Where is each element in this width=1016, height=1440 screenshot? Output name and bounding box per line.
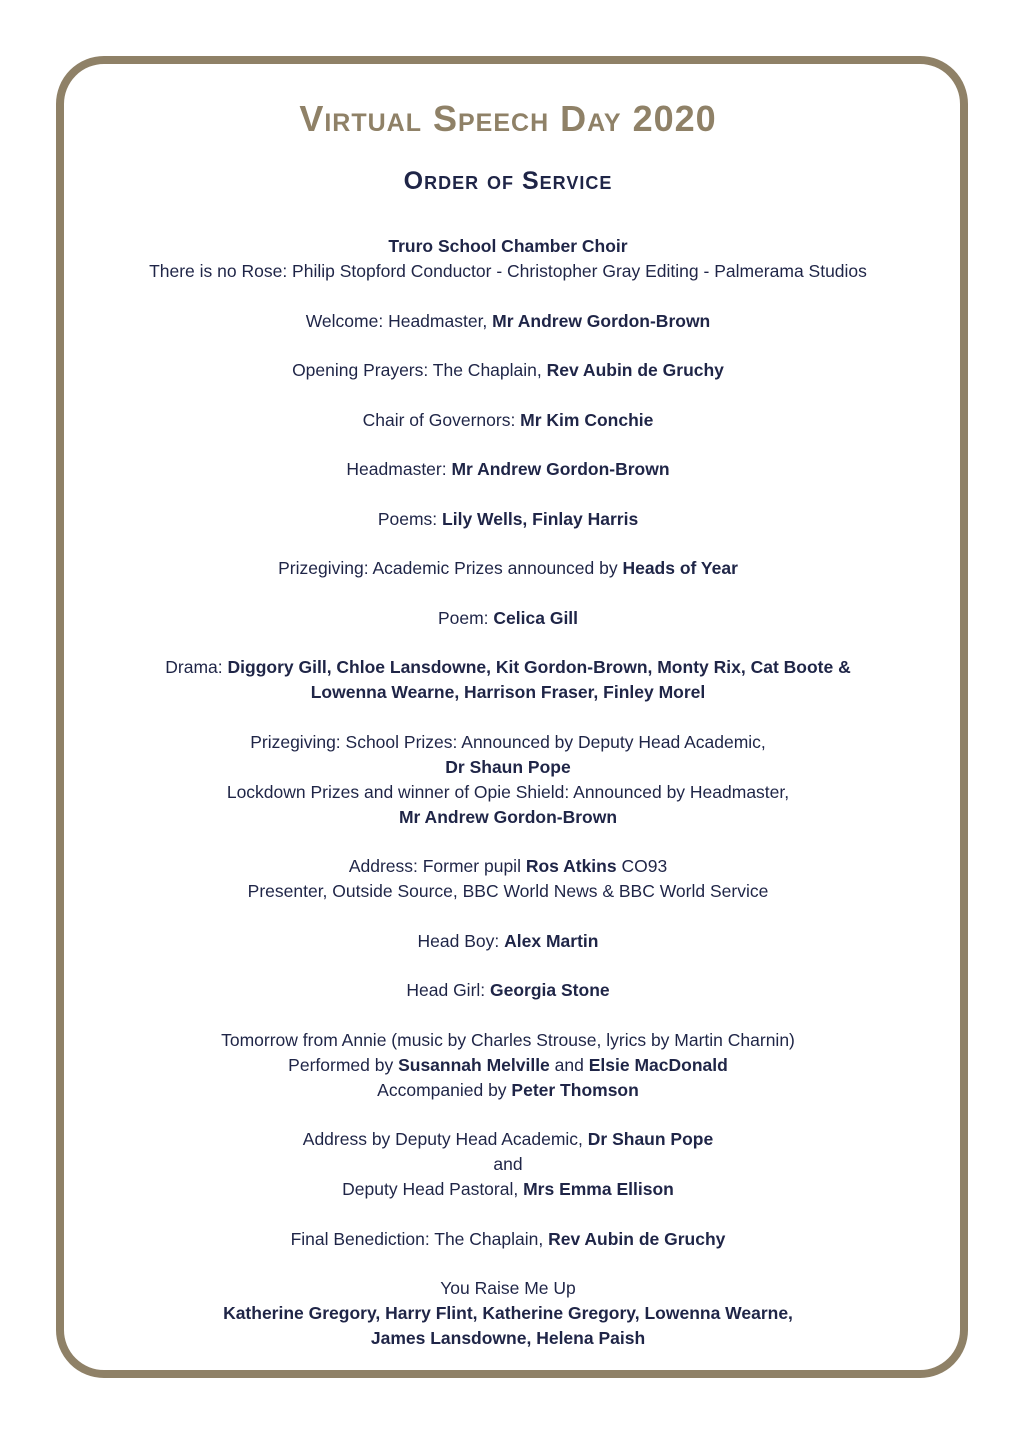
service-item-line <box>64 780 952 805</box>
service-item-line <box>64 680 952 705</box>
name-text: Georgia Stone <box>490 980 610 1000</box>
label-text: Headmaster: <box>346 459 452 479</box>
service-item-line <box>64 234 952 259</box>
label-text: Address by Deputy Head Academic, <box>302 1129 588 1149</box>
service-item <box>64 606 952 631</box>
page-subtitle: Order of Service <box>403 167 613 195</box>
service-item-line <box>64 730 952 755</box>
service-item-line <box>64 1177 952 1202</box>
label-text: There is no Rose: Philip Stopford Conductor - Christopher Gray Editing - Palmerama Studios <box>149 261 867 281</box>
name-text: Alex Martin <box>504 930 599 951</box>
label-text: Address: Former pupil <box>348 856 526 876</box>
label-text: Tomorrow from Annie (music by Charles Strouse, lyrics by Martin Charnin) <box>221 1029 795 1050</box>
service-item-line <box>64 929 952 954</box>
service-item-line <box>64 1227 952 1252</box>
name-text: Celica Gill <box>493 607 579 628</box>
page-title: Virtual Speech Day 2020 <box>299 98 717 139</box>
label-text: Prizegiving: School Prizes: Announced by Deputy Head Academic, <box>250 731 766 752</box>
service-item <box>64 234 952 284</box>
label-text: Deputy Head Pastoral, <box>342 1179 524 1199</box>
label-text: CO93 <box>616 856 668 876</box>
name-text: Mr Andrew Gordon-Brown <box>398 806 618 827</box>
name-text: Peter Thomson <box>511 1079 639 1100</box>
service-item <box>64 730 952 830</box>
service-item <box>64 655 952 705</box>
label-text: Final Benediction: The Chaplain, <box>290 1228 549 1249</box>
service-item-line <box>64 879 952 904</box>
service-item <box>64 854 952 904</box>
service-item-line <box>64 1152 952 1177</box>
service-item-line <box>64 1078 952 1103</box>
service-item <box>64 1028 952 1103</box>
service-item-line <box>64 457 952 482</box>
name-text: Dr Shaun Pope <box>445 756 571 777</box>
service-item <box>64 1227 952 1252</box>
service-item-line <box>64 978 952 1003</box>
name-text: Lily Wells, Finlay Harris <box>442 508 639 529</box>
service-item-line <box>64 1276 952 1301</box>
name-text: Diggory Gill, Chloe Lansdowne, Kit Gordon-Brown, Monty Rix, Cat Boote & <box>227 657 851 677</box>
name-text: Mr Andrew Gordon-Brown <box>451 459 670 479</box>
name-text: Susannah Melville <box>398 1054 550 1075</box>
name-text: Rev Aubin de Gruchy <box>546 360 724 380</box>
name-text: Katherine Gregory, Harry Flint, Katherine Gregory, Lowenna Wearne, <box>223 1303 793 1323</box>
service-item <box>64 1127 952 1202</box>
service-item <box>64 556 952 581</box>
service-item-line <box>64 507 952 532</box>
service-item-line <box>64 1028 952 1053</box>
service-item-line <box>64 805 952 830</box>
name-text: Dr Shaun Pope <box>587 1129 714 1149</box>
label-text: Poem: <box>437 607 494 628</box>
service-item-line <box>64 358 952 383</box>
name-text: Elsie MacDonald <box>588 1054 728 1075</box>
service-item <box>64 507 952 532</box>
label-text: You Raise Me Up <box>440 1278 576 1298</box>
service-item-line <box>64 408 952 433</box>
service-item <box>64 358 952 383</box>
label-text: Head Girl: <box>406 980 491 1000</box>
label-text: Presenter, Outside Source, BBC World News & BBC World Service <box>247 881 769 901</box>
label-text: Opening Prayers: The Chaplain, <box>292 360 547 380</box>
service-item-line <box>64 556 952 581</box>
order-of-service-list <box>64 234 952 1376</box>
name-text: Lowenna Wearne, Harrison Fraser, Finley Morel <box>310 682 706 702</box>
service-item <box>64 1276 952 1351</box>
label-text: and <box>493 1154 523 1174</box>
label-text: Lockdown Prizes and winner of Opie Shield: Announced by Headmaster, <box>226 781 790 802</box>
service-item-line <box>64 606 952 631</box>
service-item-line <box>64 309 952 334</box>
name-text: Mr Andrew Gordon-Brown <box>492 310 711 331</box>
name-text: James Lansdowne, Helena Paish <box>370 1328 646 1348</box>
name-text: Mrs Emma Ellison <box>523 1179 674 1199</box>
name-text: Ros Atkins <box>525 856 617 876</box>
service-item <box>64 408 952 433</box>
name-text: Rev Aubin de Gruchy <box>548 1228 726 1249</box>
service-item <box>64 457 952 482</box>
name-text: Mr Kim Conchie <box>520 409 654 430</box>
label-text: Poems: <box>377 508 443 529</box>
label-text: Welcome: Headmaster, <box>305 310 493 331</box>
service-item-line <box>64 1127 952 1152</box>
label-text: Accompanied by <box>377 1079 512 1100</box>
service-item-line <box>64 259 952 284</box>
service-item <box>64 978 952 1003</box>
service-item-line <box>64 1053 952 1078</box>
service-item <box>64 929 952 954</box>
label-text: Drama: <box>165 657 228 677</box>
service-item-line <box>64 1301 952 1326</box>
label-text: Prizegiving: Academic Prizes announced by <box>278 558 623 578</box>
service-item-line <box>64 1326 952 1351</box>
service-item-line <box>64 655 952 680</box>
name-text: Heads of Year <box>622 558 738 578</box>
service-item-line <box>64 854 952 879</box>
label-text: Performed by <box>288 1054 399 1075</box>
label-text: Head Boy: <box>417 930 505 951</box>
name-text: Truro School Chamber Choir <box>388 236 628 256</box>
label-text: Chair of Governors: <box>362 409 521 430</box>
service-item <box>64 309 952 334</box>
label-text: and <box>549 1054 589 1075</box>
service-item-line <box>64 755 952 780</box>
